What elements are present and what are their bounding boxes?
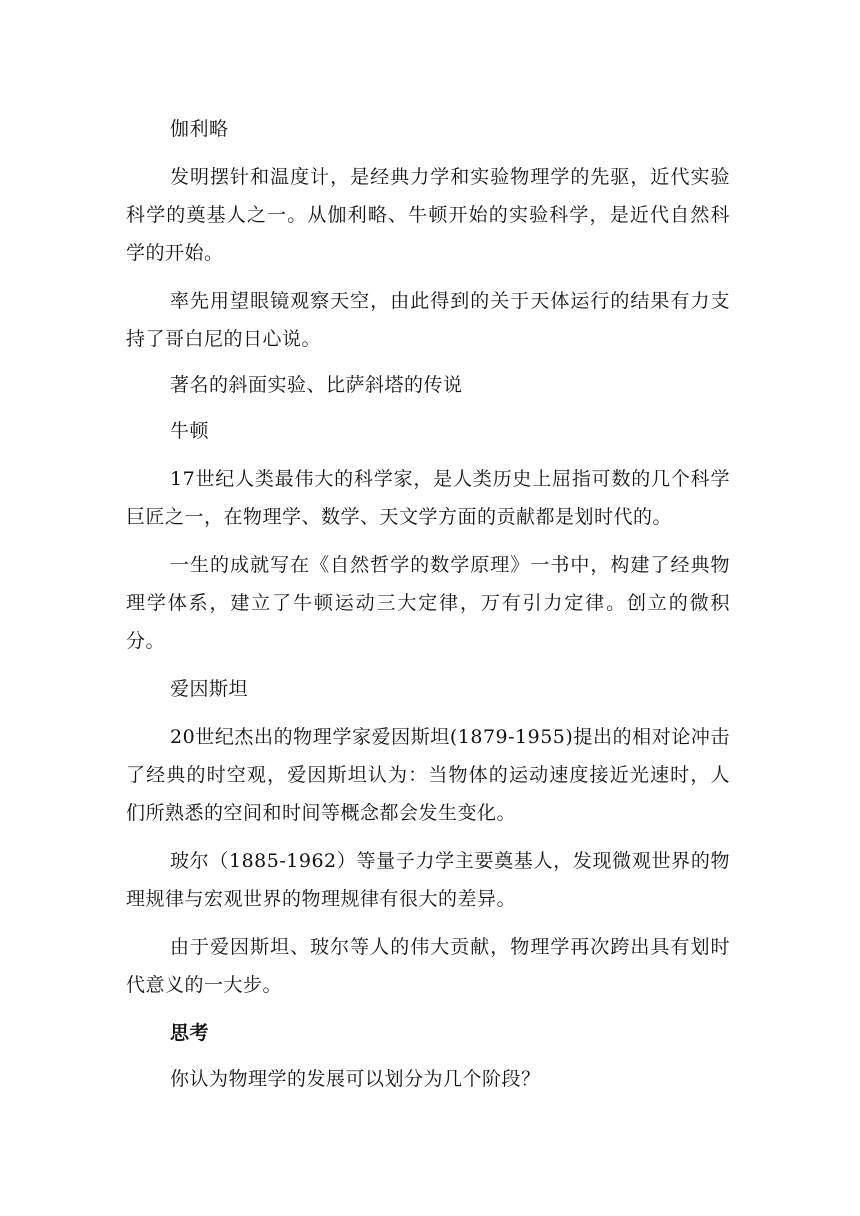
paragraph-galileo-inventions: 发明摆针和温度计，是经典力学和实验物理学的先驱，近代实验科学的奠基人之一。从伽利略、牛顿开始的实验科学，是近代自然科学的开始。 <box>126 166 730 264</box>
heading-einstein: 爱因斯坦 <box>170 678 249 700</box>
paragraph-galileo-telescope: 率先用望眼镜观察天空，由此得到的关于天体运行的结果有力支持了哥白尼的日心说。 <box>126 290 730 350</box>
paragraph-physics-progress: 由于爱因斯坦、玻尔等人的伟大贡献，物理学再次跨出具有划时代意义的一大步。 <box>126 936 730 996</box>
document-body <box>126 110 730 1098</box>
heading-think: 思考 <box>170 1022 210 1044</box>
paragraph-newton-principia: 一生的成就写在《自然哲学的数学原理》一书中，构建了经典物理学体系，建立了牛顿运动三大定律，万有引力定律。创立的微积分。 <box>126 554 730 652</box>
heading-newton: 牛顿 <box>170 420 210 442</box>
heading-galileo: 伽利略 <box>170 118 229 140</box>
paragraph-newton-scientist: 17世纪人类最伟大的科学家，是人类历史上屈指可数的几个科学巨匠之一，在物理学、数学、天文学方面的贡献都是划时代的。 <box>126 468 730 528</box>
paragraph-galileo-experiments: 著名的斜面实验、比萨斜塔的传说 <box>170 374 463 396</box>
paragraph-einstein-relativity: 20世纪杰出的物理学家爱因斯坦(1879-1955)提出的相对论冲击了经典的时空观，爱因斯坦认为：当物体的运动速度接近光速时，人们所熟悉的空间和时间等概念都会发生变化。 <box>126 726 730 824</box>
paragraph-think-question: 你认为物理学的发展可以划分为几个阶段？ <box>170 1068 541 1090</box>
paragraph-bohr-quantum: 玻尔（1885-1962）等量子力学主要奠基人，发现微观世界的物理规律与宏观世界的物理规律有很大的差异。 <box>126 850 730 910</box>
